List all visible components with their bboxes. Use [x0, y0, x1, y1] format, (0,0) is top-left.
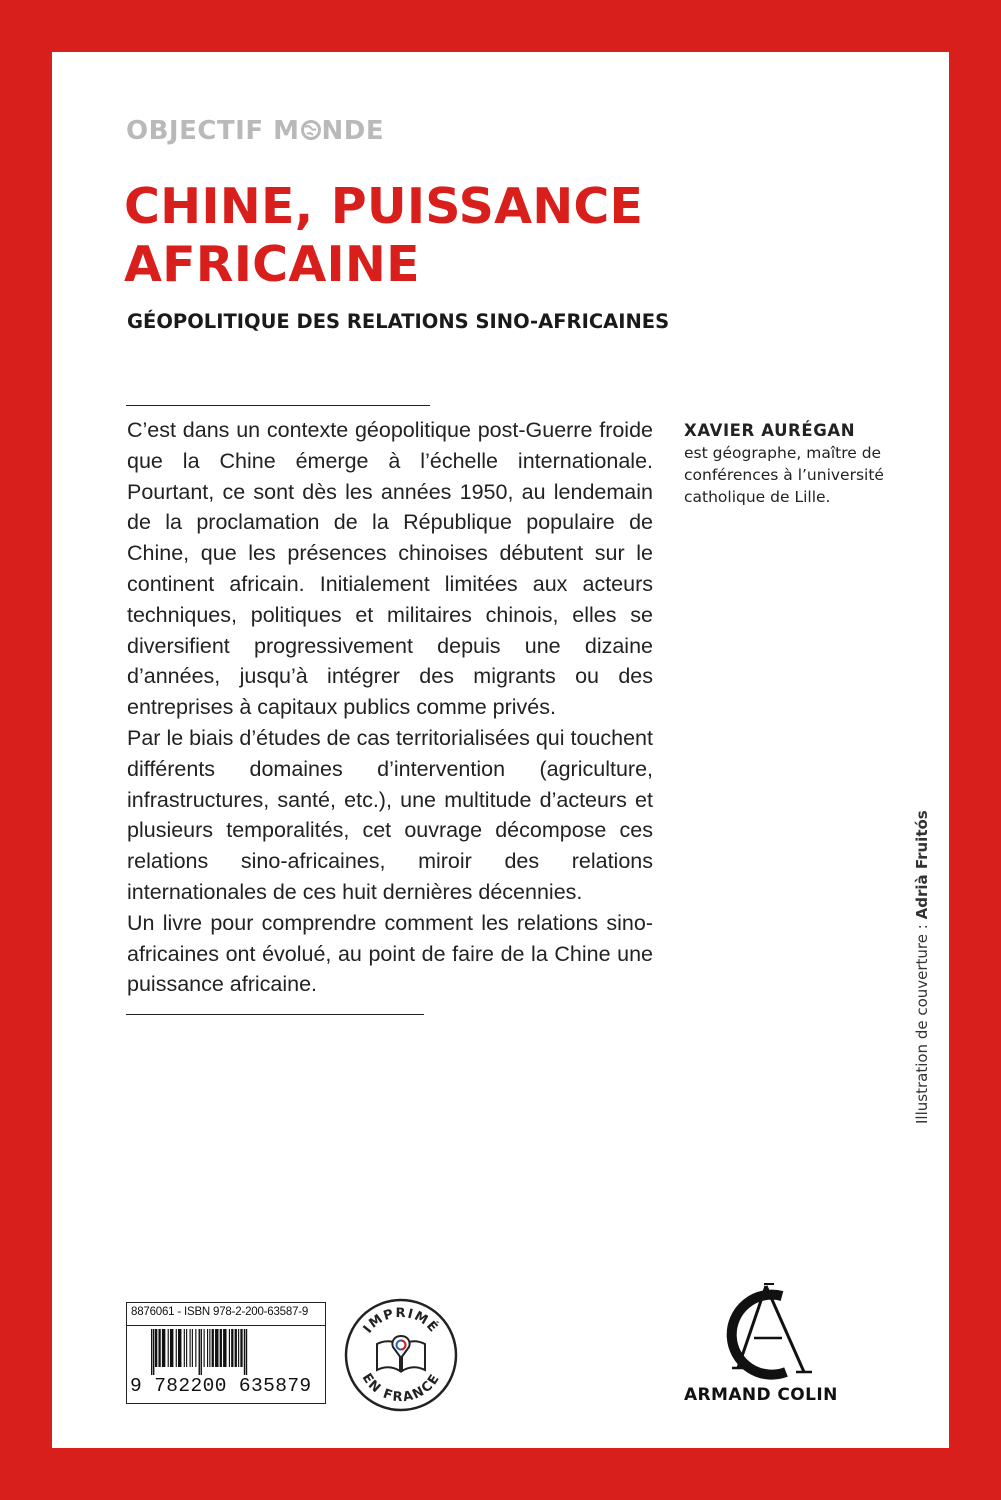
imprime-en-france-seal-icon [344, 1298, 458, 1412]
author-bio: est géographe, maître de conférences à l’université catholique de Lille. [684, 444, 884, 506]
book-title [124, 178, 643, 294]
blurb-paragraph-3: Un livre pour comprendre comment les relations sino-africaines ont évolué, au point de faire de la Chine une puissance africaine. [127, 910, 653, 997]
blurb-paragraph-2: Par le biais d’études de cas territorialisées qui touchent différents domaines d’intervention (agriculture, infrastructures, santé, etc.), une multitude d’acteurs et plusieurs temporalités, cet ouvrage décompose ces relations sino-africaines, miroir des relations internationales de ces huit dernières décennies. [127, 725, 653, 904]
armand-colin-logo-icon [708, 1282, 816, 1382]
title-line-2: AFRICAINE [124, 236, 420, 293]
barcode-block [126, 1302, 326, 1404]
publisher-name: ARMAND COLIN [684, 1385, 838, 1405]
blurb-text [127, 415, 653, 1000]
illustration-credit [913, 810, 931, 1124]
seal-bottom-text: EN FRANCE [358, 1370, 444, 1406]
globe-icon [301, 120, 321, 140]
isbn-line: 8876061 - ISBN 978-2-200-63587-9 [131, 1306, 309, 1318]
title-line-1: CHINE, PUISSANCE [124, 178, 644, 235]
credit-label: Illustration de couverture : [913, 919, 931, 1124]
series-name: OBJECTIF M NDE [126, 116, 385, 146]
author-name: XAVIER AURÉGAN [684, 421, 856, 440]
blurb-paragraph-1: C’est dans un contexte géopolitique post-Guerre froide que la Chine émerge à l’échelle internationale. Pourtant, ce sont dès les années 1950, au lendemain de la proclamation de la République populaire de Chine, que les présences chinoises débutent sur le continent africain. Initialement limitées aux acteurs techniques, politiques et militaires chinois, elles se diversifient progressivement depuis une dizaine d’années, jusqu’à intégrer des migrants ou des entreprises à capitaux publics comme privés. [127, 418, 653, 720]
isbn-separator [127, 1325, 325, 1326]
top-divider [126, 405, 430, 406]
author-block [684, 421, 914, 508]
barcode-icon [127, 1327, 325, 1375]
ean-number: 9 782200 635879 [130, 1375, 312, 1397]
seal-top-text: IMPRIMÉ [360, 1305, 442, 1337]
bottom-divider [126, 1014, 424, 1015]
book-subtitle: GÉOPOLITIQUE DES RELATIONS SINO-AFRICAINES [127, 310, 670, 333]
credit-name: Adrià Fruitós [913, 810, 931, 920]
